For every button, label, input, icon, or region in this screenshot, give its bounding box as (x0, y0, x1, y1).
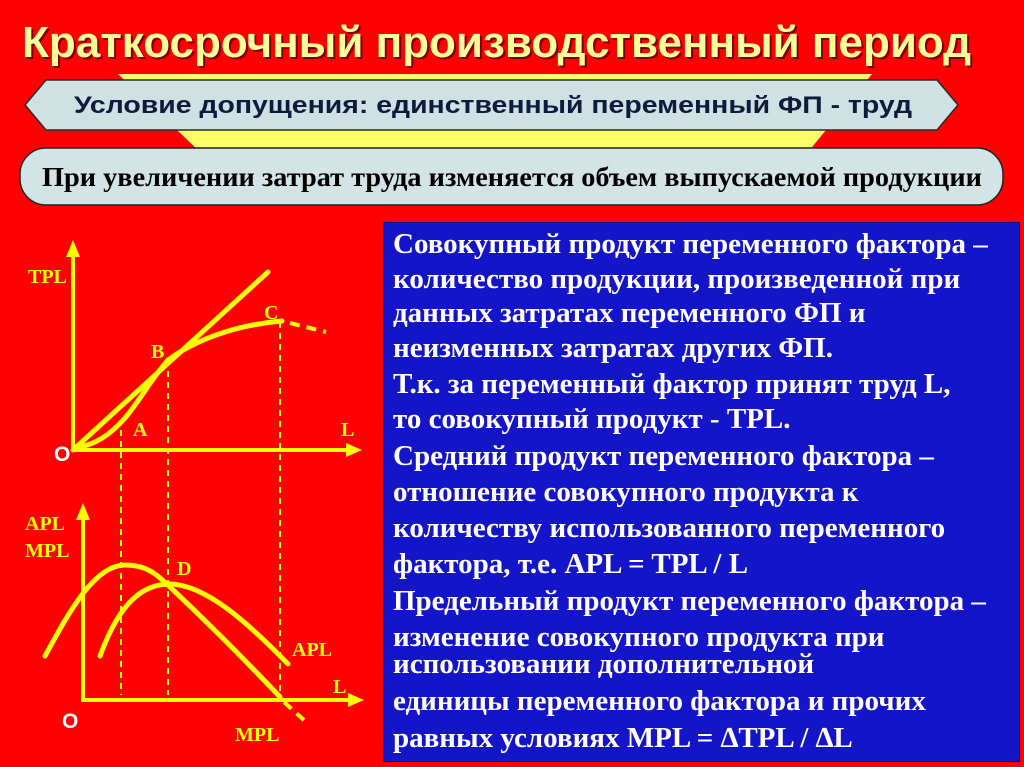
apl-mpl-y-axis-arrow (76, 503, 90, 520)
apl-curve-label: APL (292, 639, 332, 661)
statement-callout (20, 148, 1003, 205)
tpl-curve (75, 321, 282, 448)
definition-line: данных затратах переменного ФП и (393, 297, 866, 329)
tpl-y-label: TPL (28, 266, 67, 288)
tpl-y-axis-arrow (66, 240, 80, 257)
slide-title: Краткосрочный производственный период (22, 18, 972, 67)
assumption-callout (25, 80, 958, 130)
definition-line: количеству использованного переменного (393, 512, 946, 544)
apl-mpl-graph (25, 503, 364, 746)
definition-line: Средний продукт переменного фактора – (393, 440, 934, 472)
tpl-x-label: L (341, 419, 355, 441)
definition-line: отношение совокупного продукта к (393, 476, 859, 508)
definitions-box (383, 222, 1020, 762)
definition-line: Предельный продукт переменного фактора – (393, 585, 986, 617)
definition-line: равных условиях MPL = ∆TPL / ∆L (393, 722, 853, 754)
definition-line: то совокупный продукт - TPL. (393, 403, 791, 435)
point-c-label: C (264, 302, 279, 324)
mpl-curve-label: MPL (235, 724, 280, 746)
definition-line: фактора, т.е. APL = TPL / L (393, 548, 749, 580)
point-d-label: D (177, 558, 192, 580)
assumption-text: Условие допущения: единственный переменный ФП - труд (74, 92, 912, 119)
definition-line: использовании дополнительной (393, 648, 815, 680)
tpl-curve-continuation (290, 323, 326, 332)
point-b-label: B (151, 341, 165, 363)
definition-line: количество продукции, произведенной при (393, 263, 961, 295)
definition-line: Т.к. за переменный фактор принят труд L, (393, 368, 951, 400)
mpl-curve-continuation (284, 702, 306, 722)
definition-line: неизменных затратах других ФП. (393, 332, 833, 364)
definition-line: изменение совокупного продукта при (393, 621, 885, 653)
apl-mpl-origin-label: O (62, 710, 79, 733)
tpl-x-axis-arrow (346, 443, 362, 457)
definition-line: Совокупный продукт переменного фактора – (393, 228, 988, 260)
point-a-label: A (133, 419, 148, 441)
statement-text: При увеличении затрат труда изменяется объем выпускаемой продукции (42, 162, 982, 192)
mpl-y-label: MPL (25, 540, 70, 562)
tpl-origin-label: O (54, 443, 71, 466)
definition-line: единицы переменного фактора и прочих (393, 685, 926, 717)
tpl-graph (28, 240, 362, 700)
apl-mpl-x-label: L (333, 676, 347, 698)
apl-mpl-x-axis-arrow (348, 693, 364, 707)
apl-curve (100, 584, 288, 664)
apl-y-label: APL (25, 513, 65, 535)
